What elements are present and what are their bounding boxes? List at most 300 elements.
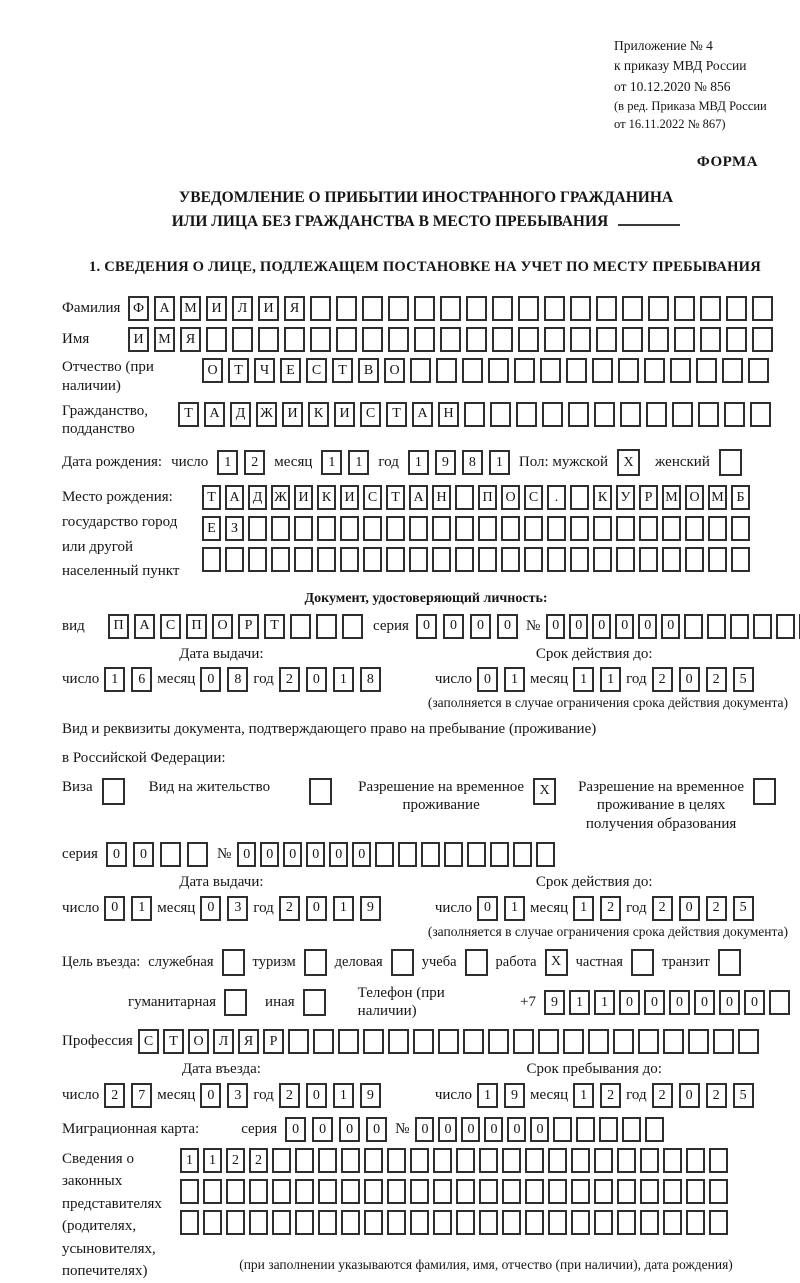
char-cell[interactable]: Ж xyxy=(271,485,290,510)
char-cell[interactable]: 8 xyxy=(462,450,483,475)
checkbox-cell[interactable]: X xyxy=(617,449,640,476)
char-cell[interactable] xyxy=(206,327,227,352)
char-cell[interactable]: 6 xyxy=(131,667,152,692)
char-cell[interactable] xyxy=(645,1117,664,1142)
char-cell[interactable]: 9 xyxy=(504,1083,525,1108)
char-cell[interactable] xyxy=(670,358,691,383)
char-cell[interactable]: И xyxy=(294,485,313,510)
char-cell[interactable] xyxy=(271,547,290,572)
char-cell[interactable]: И xyxy=(206,296,227,321)
checkbox-cell[interactable]: X xyxy=(545,949,568,976)
char-cell[interactable] xyxy=(478,516,497,541)
char-cell[interactable]: 0 xyxy=(619,990,640,1015)
char-cell[interactable] xyxy=(387,1148,406,1173)
char-cell[interactable]: Ж xyxy=(256,402,277,427)
char-cell[interactable] xyxy=(488,1029,509,1054)
char-cell[interactable] xyxy=(731,547,750,572)
char-cell[interactable] xyxy=(180,1179,199,1204)
char-cell[interactable] xyxy=(203,1179,222,1204)
char-cell[interactable] xyxy=(544,327,565,352)
char-cell[interactable] xyxy=(502,1179,521,1204)
char-cell[interactable] xyxy=(593,516,612,541)
char-cell[interactable] xyxy=(592,358,613,383)
char-cell[interactable]: 0 xyxy=(306,842,325,867)
char-cell[interactable] xyxy=(674,296,695,321)
char-cell[interactable] xyxy=(226,1210,245,1235)
char-cell[interactable] xyxy=(713,1029,734,1054)
char-cell[interactable]: П xyxy=(186,614,207,639)
char-cell[interactable] xyxy=(466,296,487,321)
char-cell[interactable] xyxy=(616,547,635,572)
char-cell[interactable] xyxy=(709,1148,728,1173)
char-cell[interactable] xyxy=(640,1148,659,1173)
char-cell[interactable]: 0 xyxy=(133,842,154,867)
char-cell[interactable] xyxy=(466,327,487,352)
char-cell[interactable] xyxy=(388,327,409,352)
char-cell[interactable]: Ф xyxy=(128,296,149,321)
char-cell[interactable] xyxy=(672,402,693,427)
char-cell[interactable]: 0 xyxy=(352,842,371,867)
char-cell[interactable] xyxy=(271,516,290,541)
char-cell[interactable] xyxy=(467,842,486,867)
char-cell[interactable] xyxy=(594,1148,613,1173)
char-cell[interactable] xyxy=(341,1210,360,1235)
char-cell[interactable] xyxy=(413,1029,434,1054)
char-cell[interactable] xyxy=(566,358,587,383)
char-cell[interactable]: 2 xyxy=(249,1148,268,1173)
char-cell[interactable] xyxy=(548,1179,567,1204)
char-cell[interactable]: 2 xyxy=(652,667,673,692)
char-cell[interactable]: Т xyxy=(202,485,221,510)
char-cell[interactable] xyxy=(570,485,589,510)
char-cell[interactable]: Т xyxy=(228,358,249,383)
char-cell[interactable]: И xyxy=(340,485,359,510)
char-cell[interactable] xyxy=(524,516,543,541)
char-cell[interactable]: 1 xyxy=(348,450,369,475)
char-cell[interactable] xyxy=(479,1148,498,1173)
char-cell[interactable]: 0 xyxy=(546,614,565,639)
char-cell[interactable]: 0 xyxy=(484,1117,503,1142)
char-cell[interactable] xyxy=(686,1179,705,1204)
char-cell[interactable] xyxy=(648,296,669,321)
char-cell[interactable] xyxy=(617,1210,636,1235)
char-cell[interactable]: Н xyxy=(432,485,451,510)
char-cell[interactable]: Р xyxy=(263,1029,284,1054)
char-cell[interactable]: З xyxy=(225,516,244,541)
char-cell[interactable] xyxy=(571,1179,590,1204)
char-cell[interactable] xyxy=(513,1029,534,1054)
char-cell[interactable] xyxy=(538,1029,559,1054)
char-cell[interactable] xyxy=(663,1210,682,1235)
char-cell[interactable]: 1 xyxy=(321,450,342,475)
char-cell[interactable]: С xyxy=(138,1029,159,1054)
char-cell[interactable] xyxy=(722,358,743,383)
char-cell[interactable] xyxy=(284,327,305,352)
char-cell[interactable] xyxy=(433,1179,452,1204)
char-cell[interactable]: 8 xyxy=(227,667,248,692)
char-cell[interactable] xyxy=(414,327,435,352)
char-cell[interactable] xyxy=(318,1210,337,1235)
char-cell[interactable] xyxy=(622,327,643,352)
checkbox-cell[interactable] xyxy=(719,449,742,476)
char-cell[interactable] xyxy=(639,516,658,541)
char-cell[interactable] xyxy=(588,1029,609,1054)
char-cell[interactable] xyxy=(386,547,405,572)
char-cell[interactable] xyxy=(686,1210,705,1235)
char-cell[interactable]: 2 xyxy=(706,667,727,692)
char-cell[interactable] xyxy=(638,1029,659,1054)
char-cell[interactable] xyxy=(410,1148,429,1173)
char-cell[interactable] xyxy=(542,402,563,427)
char-cell[interactable]: О xyxy=(188,1029,209,1054)
char-cell[interactable] xyxy=(295,1148,314,1173)
char-cell[interactable] xyxy=(456,1148,475,1173)
char-cell[interactable]: 0 xyxy=(638,614,657,639)
char-cell[interactable] xyxy=(501,547,520,572)
char-cell[interactable] xyxy=(464,402,485,427)
char-cell[interactable]: Р xyxy=(238,614,259,639)
char-cell[interactable] xyxy=(249,1179,268,1204)
char-cell[interactable] xyxy=(726,296,747,321)
char-cell[interactable] xyxy=(613,1029,634,1054)
char-cell[interactable] xyxy=(463,1029,484,1054)
char-cell[interactable] xyxy=(547,547,566,572)
char-cell[interactable] xyxy=(410,1179,429,1204)
char-cell[interactable] xyxy=(571,1148,590,1173)
char-cell[interactable] xyxy=(548,1210,567,1235)
char-cell[interactable] xyxy=(272,1210,291,1235)
char-cell[interactable] xyxy=(662,516,681,541)
char-cell[interactable] xyxy=(502,1148,521,1173)
char-cell[interactable]: 0 xyxy=(443,614,464,639)
char-cell[interactable] xyxy=(616,516,635,541)
char-cell[interactable]: 3 xyxy=(227,1083,248,1108)
char-cell[interactable]: 0 xyxy=(669,990,690,1015)
checkbox-cell[interactable]: X xyxy=(533,778,556,805)
char-cell[interactable] xyxy=(648,327,669,352)
char-cell[interactable] xyxy=(232,327,253,352)
char-cell[interactable]: Б xyxy=(731,485,750,510)
char-cell[interactable]: М xyxy=(154,327,175,352)
char-cell[interactable]: 0 xyxy=(497,614,518,639)
char-cell[interactable]: 0 xyxy=(415,1117,434,1142)
char-cell[interactable] xyxy=(708,547,727,572)
char-cell[interactable]: 5 xyxy=(733,667,754,692)
char-cell[interactable] xyxy=(516,402,537,427)
char-cell[interactable] xyxy=(310,296,331,321)
char-cell[interactable]: 2 xyxy=(706,1083,727,1108)
char-cell[interactable]: Е xyxy=(280,358,301,383)
char-cell[interactable]: 1 xyxy=(573,667,594,692)
char-cell[interactable]: 0 xyxy=(477,896,498,921)
char-cell[interactable]: 2 xyxy=(600,1083,621,1108)
char-cell[interactable] xyxy=(336,296,357,321)
char-cell[interactable] xyxy=(288,1029,309,1054)
char-cell[interactable] xyxy=(398,842,417,867)
char-cell[interactable] xyxy=(410,1210,429,1235)
char-cell[interactable] xyxy=(364,1210,383,1235)
char-cell[interactable] xyxy=(362,327,383,352)
checkbox-cell[interactable] xyxy=(222,949,245,976)
checkbox-cell[interactable] xyxy=(718,949,741,976)
char-cell[interactable]: 1 xyxy=(180,1148,199,1173)
char-cell[interactable] xyxy=(375,842,394,867)
char-cell[interactable] xyxy=(479,1210,498,1235)
char-cell[interactable] xyxy=(180,1210,199,1235)
char-cell[interactable]: 1 xyxy=(504,896,525,921)
char-cell[interactable] xyxy=(226,1179,245,1204)
char-cell[interactable] xyxy=(748,358,769,383)
char-cell[interactable] xyxy=(444,842,463,867)
char-cell[interactable] xyxy=(686,1148,705,1173)
char-cell[interactable] xyxy=(663,1179,682,1204)
char-cell[interactable] xyxy=(570,327,591,352)
char-cell[interactable]: 0 xyxy=(507,1117,526,1142)
char-cell[interactable] xyxy=(336,327,357,352)
char-cell[interactable] xyxy=(536,842,555,867)
char-cell[interactable] xyxy=(318,1179,337,1204)
char-cell[interactable]: Д xyxy=(248,485,267,510)
char-cell[interactable] xyxy=(295,1179,314,1204)
char-cell[interactable]: Л xyxy=(232,296,253,321)
char-cell[interactable]: 2 xyxy=(652,896,673,921)
char-cell[interactable] xyxy=(317,547,336,572)
char-cell[interactable]: 0 xyxy=(661,614,680,639)
checkbox-cell[interactable] xyxy=(224,989,247,1016)
char-cell[interactable] xyxy=(310,327,331,352)
char-cell[interactable]: 2 xyxy=(600,896,621,921)
char-cell[interactable]: И xyxy=(258,296,279,321)
char-cell[interactable]: 0 xyxy=(679,667,700,692)
char-cell[interactable] xyxy=(596,327,617,352)
char-cell[interactable] xyxy=(776,614,795,639)
char-cell[interactable]: С xyxy=(363,485,382,510)
char-cell[interactable]: 0 xyxy=(306,896,327,921)
char-cell[interactable] xyxy=(518,296,539,321)
char-cell[interactable]: Р xyxy=(639,485,658,510)
char-cell[interactable] xyxy=(570,547,589,572)
char-cell[interactable]: 0 xyxy=(470,614,491,639)
char-cell[interactable] xyxy=(752,296,773,321)
char-cell[interactable]: Т xyxy=(264,614,285,639)
char-cell[interactable]: 1 xyxy=(477,1083,498,1108)
char-cell[interactable] xyxy=(570,516,589,541)
char-cell[interactable] xyxy=(363,1029,384,1054)
char-cell[interactable] xyxy=(202,547,221,572)
char-cell[interactable]: Ч xyxy=(254,358,275,383)
char-cell[interactable] xyxy=(456,1179,475,1204)
char-cell[interactable] xyxy=(492,327,513,352)
char-cell[interactable]: 1 xyxy=(217,450,238,475)
char-cell[interactable] xyxy=(617,1179,636,1204)
char-cell[interactable] xyxy=(421,842,440,867)
char-cell[interactable] xyxy=(364,1148,383,1173)
char-cell[interactable]: 1 xyxy=(573,1083,594,1108)
char-cell[interactable] xyxy=(685,516,704,541)
char-cell[interactable] xyxy=(436,358,457,383)
char-cell[interactable]: 0 xyxy=(592,614,611,639)
char-cell[interactable] xyxy=(433,1148,452,1173)
char-cell[interactable]: И xyxy=(128,327,149,352)
char-cell[interactable]: 0 xyxy=(329,842,348,867)
char-cell[interactable] xyxy=(622,296,643,321)
char-cell[interactable] xyxy=(478,547,497,572)
char-cell[interactable]: 0 xyxy=(438,1117,457,1142)
char-cell[interactable]: 2 xyxy=(226,1148,245,1173)
char-cell[interactable]: 7 xyxy=(131,1083,152,1108)
char-cell[interactable] xyxy=(553,1117,572,1142)
char-cell[interactable]: 1 xyxy=(333,1083,354,1108)
char-cell[interactable] xyxy=(618,358,639,383)
char-cell[interactable]: Т xyxy=(163,1029,184,1054)
char-cell[interactable] xyxy=(594,1210,613,1235)
char-cell[interactable] xyxy=(596,296,617,321)
char-cell[interactable] xyxy=(730,614,749,639)
char-cell[interactable]: 0 xyxy=(200,896,221,921)
char-cell[interactable]: М xyxy=(180,296,201,321)
char-cell[interactable]: 2 xyxy=(652,1083,673,1108)
char-cell[interactable] xyxy=(341,1148,360,1173)
char-cell[interactable]: В xyxy=(358,358,379,383)
char-cell[interactable] xyxy=(318,1148,337,1173)
char-cell[interactable] xyxy=(488,358,509,383)
char-cell[interactable]: 2 xyxy=(706,896,727,921)
char-cell[interactable] xyxy=(249,1210,268,1235)
char-cell[interactable] xyxy=(540,358,561,383)
char-cell[interactable]: С xyxy=(306,358,327,383)
char-cell[interactable] xyxy=(440,327,461,352)
char-cell[interactable] xyxy=(272,1179,291,1204)
char-cell[interactable]: О xyxy=(685,485,704,510)
char-cell[interactable] xyxy=(525,1179,544,1204)
char-cell[interactable]: А xyxy=(225,485,244,510)
char-cell[interactable] xyxy=(688,1029,709,1054)
char-cell[interactable]: М xyxy=(662,485,681,510)
char-cell[interactable]: 2 xyxy=(279,896,300,921)
checkbox-cell[interactable] xyxy=(304,949,327,976)
char-cell[interactable]: А xyxy=(412,402,433,427)
char-cell[interactable] xyxy=(674,327,695,352)
char-cell[interactable]: 1 xyxy=(333,896,354,921)
char-cell[interactable] xyxy=(362,296,383,321)
char-cell[interactable]: 1 xyxy=(104,667,125,692)
char-cell[interactable]: 0 xyxy=(694,990,715,1015)
char-cell[interactable] xyxy=(617,1148,636,1173)
char-cell[interactable]: О xyxy=(212,614,233,639)
char-cell[interactable]: 9 xyxy=(360,896,381,921)
char-cell[interactable]: 1 xyxy=(594,990,615,1015)
char-cell[interactable]: 1 xyxy=(408,450,429,475)
char-cell[interactable] xyxy=(410,358,431,383)
char-cell[interactable] xyxy=(639,547,658,572)
char-cell[interactable] xyxy=(340,547,359,572)
char-cell[interactable]: 0 xyxy=(569,614,588,639)
char-cell[interactable] xyxy=(547,516,566,541)
char-cell[interactable]: И xyxy=(282,402,303,427)
char-cell[interactable] xyxy=(455,516,474,541)
char-cell[interactable] xyxy=(684,614,703,639)
char-cell[interactable] xyxy=(225,547,244,572)
char-cell[interactable]: 0 xyxy=(104,896,125,921)
char-cell[interactable]: 9 xyxy=(544,990,565,1015)
checkbox-cell[interactable] xyxy=(102,778,125,805)
char-cell[interactable]: А xyxy=(409,485,428,510)
char-cell[interactable] xyxy=(663,1029,684,1054)
char-cell[interactable] xyxy=(492,296,513,321)
char-cell[interactable] xyxy=(338,1029,359,1054)
char-cell[interactable] xyxy=(599,1117,618,1142)
char-cell[interactable] xyxy=(490,402,511,427)
char-cell[interactable] xyxy=(388,1029,409,1054)
char-cell[interactable] xyxy=(640,1210,659,1235)
char-cell[interactable] xyxy=(387,1179,406,1204)
char-cell[interactable] xyxy=(490,842,509,867)
char-cell[interactable]: 2 xyxy=(279,1083,300,1108)
char-cell[interactable] xyxy=(563,1029,584,1054)
char-cell[interactable] xyxy=(272,1148,291,1173)
char-cell[interactable] xyxy=(248,516,267,541)
char-cell[interactable] xyxy=(640,1179,659,1204)
char-cell[interactable] xyxy=(248,547,267,572)
char-cell[interactable]: 0 xyxy=(285,1117,306,1142)
char-cell[interactable] xyxy=(646,402,667,427)
char-cell[interactable]: 0 xyxy=(744,990,765,1015)
char-cell[interactable] xyxy=(707,614,726,639)
char-cell[interactable]: Т xyxy=(178,402,199,427)
char-cell[interactable] xyxy=(295,1210,314,1235)
char-cell[interactable]: 0 xyxy=(530,1117,549,1142)
char-cell[interactable]: 0 xyxy=(200,1083,221,1108)
checkbox-cell[interactable] xyxy=(309,778,332,805)
char-cell[interactable] xyxy=(294,516,313,541)
char-cell[interactable] xyxy=(685,547,704,572)
char-cell[interactable]: К xyxy=(308,402,329,427)
char-cell[interactable] xyxy=(440,296,461,321)
char-cell[interactable] xyxy=(363,547,382,572)
char-cell[interactable] xyxy=(769,990,790,1015)
char-cell[interactable]: А xyxy=(134,614,155,639)
char-cell[interactable] xyxy=(726,327,747,352)
char-cell[interactable]: И xyxy=(334,402,355,427)
char-cell[interactable] xyxy=(432,547,451,572)
char-cell[interactable] xyxy=(662,547,681,572)
char-cell[interactable]: 1 xyxy=(573,896,594,921)
char-cell[interactable] xyxy=(258,327,279,352)
char-cell[interactable] xyxy=(709,1179,728,1204)
checkbox-cell[interactable] xyxy=(753,778,776,805)
char-cell[interactable]: 1 xyxy=(333,667,354,692)
char-cell[interactable]: 0 xyxy=(200,667,221,692)
char-cell[interactable] xyxy=(544,296,565,321)
char-cell[interactable] xyxy=(432,516,451,541)
char-cell[interactable] xyxy=(513,842,532,867)
char-cell[interactable]: 1 xyxy=(131,896,152,921)
char-cell[interactable] xyxy=(663,1148,682,1173)
char-cell[interactable] xyxy=(456,1210,475,1235)
char-cell[interactable] xyxy=(414,296,435,321)
char-cell[interactable]: Т xyxy=(332,358,353,383)
char-cell[interactable]: К xyxy=(317,485,336,510)
char-cell[interactable]: А xyxy=(154,296,175,321)
char-cell[interactable] xyxy=(363,516,382,541)
char-cell[interactable]: 0 xyxy=(283,842,302,867)
char-cell[interactable] xyxy=(568,402,589,427)
checkbox-cell[interactable] xyxy=(631,949,654,976)
char-cell[interactable]: 0 xyxy=(312,1117,333,1142)
char-cell[interactable]: М xyxy=(708,485,727,510)
char-cell[interactable]: С xyxy=(524,485,543,510)
char-cell[interactable]: 3 xyxy=(227,896,248,921)
